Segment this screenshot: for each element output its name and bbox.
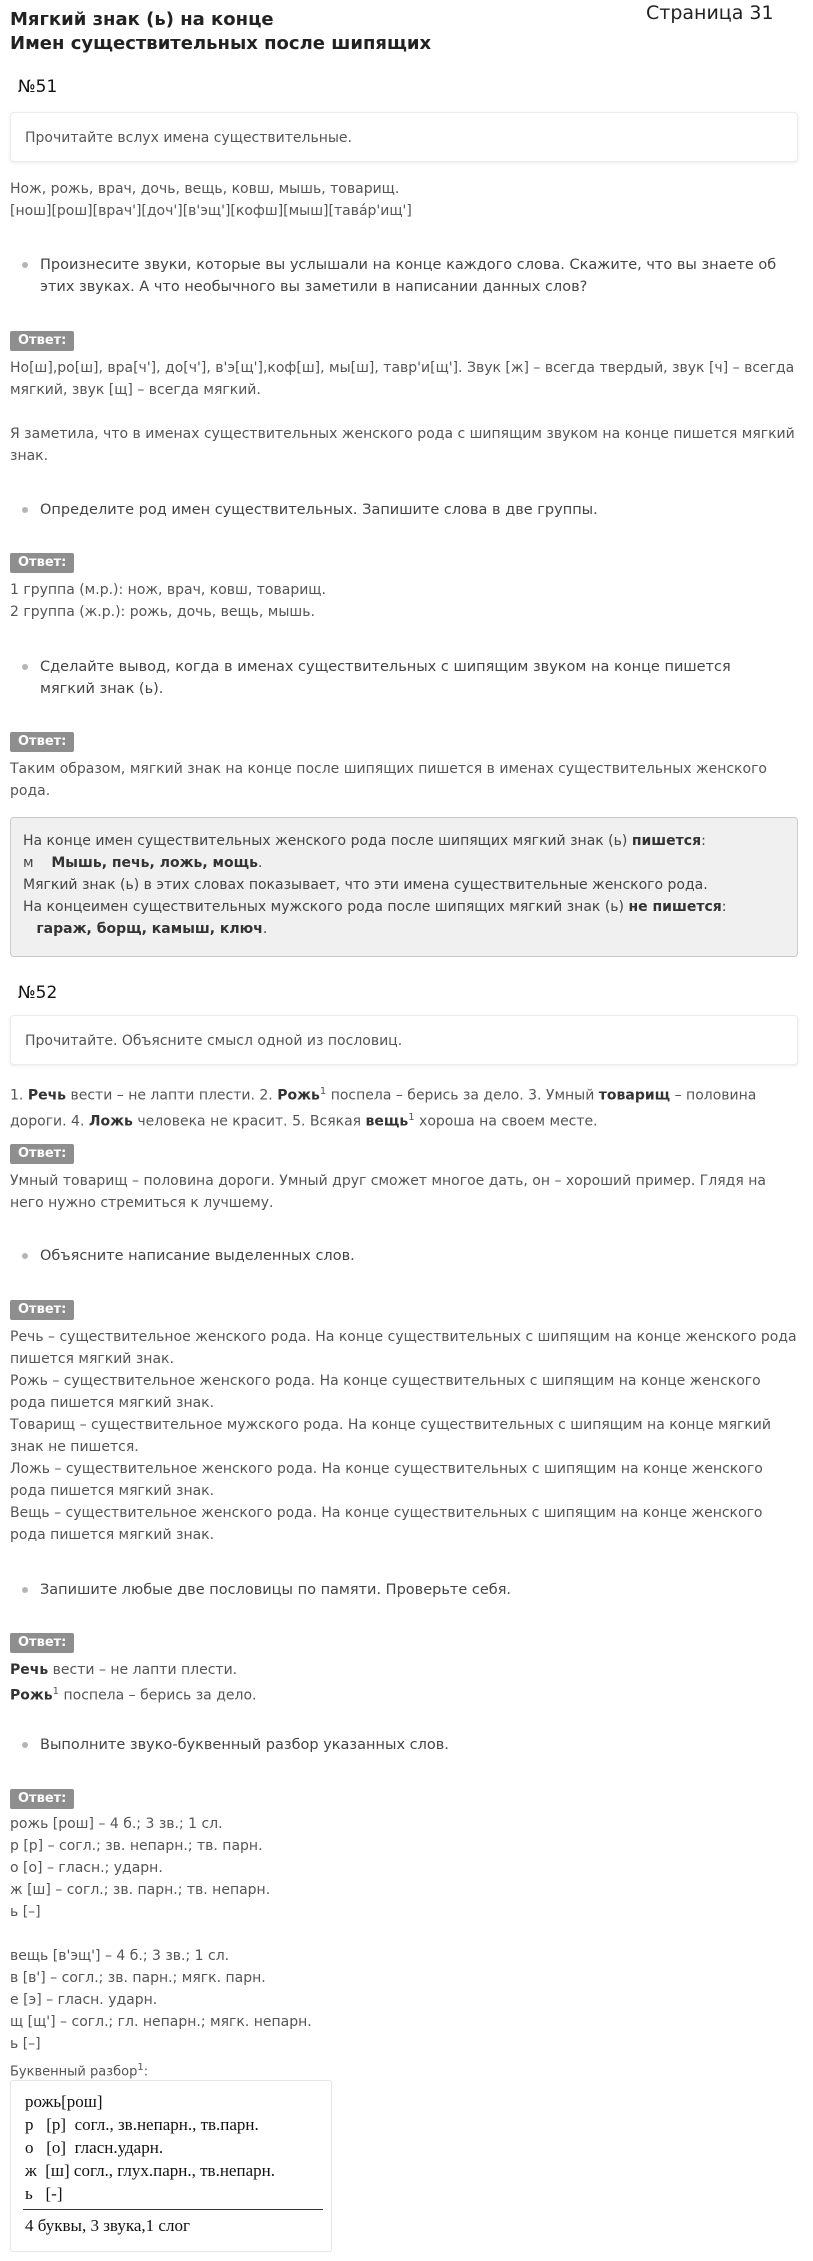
exercise-51-words — [10, 178, 800, 222]
answer-text: рожь [рош] – 4 б.; 3 зв.; 1 сл. — [10, 1816, 223, 1832]
answer-badge: Ответ: — [10, 732, 74, 752]
question-text: Сделайте вывод, когда в именах существительных с шипящим звуком на конце пишется мягкий знак (ь). — [40, 659, 731, 697]
question-text: Объясните написание выделенных слов. — [40, 1248, 355, 1264]
answer-52-4 — [10, 1813, 800, 2055]
analysis-divider — [23, 2209, 323, 2210]
question-52-2 — [20, 1245, 780, 1267]
exercise-51-task-box: Прочитайте вслух имена существительные. — [10, 112, 798, 162]
page-title — [10, 8, 431, 56]
page-number: Страница 31 — [646, 2, 774, 24]
exercise-51-number: №51 — [18, 77, 58, 97]
answer-text: Речь вести – не лапти плести. — [10, 1662, 238, 1678]
rule-line: На концеимен существительных мужского рода после шипящих мягкий знак (ь) не пишется: — [23, 899, 727, 915]
analysis-line: рожь[рош] — [25, 2092, 103, 2111]
answer-text: ж [ш] – согл.; зв. парн.; тв. непарн. — [10, 1882, 271, 1898]
answer-text: Вещь – существительное женского рода. На конце существительных с шипящим на конце женского рода пишется мягкий знак. — [10, 1505, 763, 1543]
answer-text: щ [щ'] – согл.; гл. непарн.; мягк. непарн. — [10, 2014, 312, 2030]
analysis-line: ж [ш] согл., глух.парн., тв.непарн. — [25, 2161, 275, 2180]
answer-text: 2 группа (ж.р.): рожь, дочь, вещь, мышь. — [10, 604, 315, 620]
question-text: Выполните звуко-буквенный разбор указанных слов. — [40, 1737, 449, 1753]
title-line-1: Мягкий знак (ь) на конце — [10, 9, 274, 30]
bullet-dot-icon — [22, 262, 28, 268]
answer-51-2 — [10, 579, 800, 623]
answer-text: Я заметила, что в именах существительных женского рода с шипящим звуком на конце пишется мягкий знак. — [10, 426, 795, 464]
answer-text: ь [–] — [10, 2036, 41, 2052]
question-text: Определите род имен существительных. Запишите слова в две группы. — [40, 502, 598, 518]
answer-52-1: Умный товарищ – половина дороги. Умный друг сможет многое дать, он – хороший пример. Глядя на него нужно стремиться к лучшему. — [10, 1173, 766, 1211]
answer-badge: Ответ: — [10, 1789, 74, 1809]
bullet-dot-icon — [22, 507, 28, 513]
title-line-2: Имен существительных после шипящих — [10, 33, 432, 54]
answer-badge: Ответ: — [10, 1144, 74, 1164]
bullet-dot-icon — [22, 664, 28, 670]
analysis-line: о [о] гласн.ударн. — [25, 2138, 164, 2157]
answer-text: Рожь – существительное женского рода. На конце существительных с шипящим на конце женского рода пишется мягкий знак. — [10, 1373, 761, 1411]
word-list: Нож, рожь, врач, дочь, вещь, ковш, мышь, товарищ. — [10, 181, 400, 197]
word-transcription: [нош][рош][врач'][доч'][в'эщ'][кофш][мыш][тава́р'ищ'] — [10, 203, 412, 219]
question-52-4 — [20, 1734, 780, 1756]
analysis-line: ь [-] — [25, 2184, 63, 2203]
answer-text: о [о] – гласн.; ударн. — [10, 1860, 163, 1876]
answer-text: Но[ш],ро[ш], вра[ч'], до[ч'], в'э[щ'],коф[ш], мы[ш], тавр'и[щ']. Звук [ж] – всегда твердый, звук [ч] – всегда мягкий, звук [щ] – всегда мягкий. — [10, 360, 795, 398]
proverbs — [10, 1081, 800, 1132]
bullet-dot-icon — [22, 1587, 28, 1593]
answer-badge: Ответ: — [10, 553, 74, 573]
answer-badge: Ответ: — [10, 1633, 74, 1653]
question-51-3 — [20, 656, 780, 700]
rule-line: гараж, борщ, камыш, ключ. — [36, 921, 268, 937]
answer-52-3 — [10, 1659, 800, 1707]
answer-51-3: Таким образом, мягкий знак на конце после шипящих пишется в именах существительных женского рода. — [10, 761, 767, 799]
letter-analysis-caption: Буквенный разбор$^1$: — [10, 2062, 149, 2080]
exercise-52-task-box: Прочитайте. Объясните смысл одной из пословиц. — [10, 1015, 798, 1065]
question-text: Произнесите звуки, которые вы услышали на конце каждого слова. Скажите, что вы знаете об этих звуках. А что необычного вы заметили в написании данных слов? — [40, 257, 777, 295]
question-52-3 — [20, 1579, 780, 1601]
answer-text: ь [–] — [10, 1904, 41, 1920]
answer-text: Ложь – существительное женского рода. На конце существительных с шипящим на конце женского рода пишется мягкий знак. — [10, 1461, 763, 1499]
bullet-dot-icon — [22, 1253, 28, 1259]
question-51-1 — [20, 254, 780, 298]
answer-text: Рожь$^1$ поспела – берись за дело. — [10, 1686, 257, 1704]
answer-badge: Ответ: — [10, 331, 74, 351]
answer-51-1 — [10, 357, 800, 467]
answer-text: Товарищ – существительное мужского рода. На конце существительных с шипящим на конце мягкий знак не пишется. — [10, 1417, 772, 1455]
proverbs-text: 1. Речь вести – не лапти плести. 2. Рожь$^1$ поспела – берись за дело. 3. Умный товарищ – половина дороги. 4. Ложь человека не красит. 5. Всякая вещь$^1$ хороша на своем месте. — [10, 1086, 757, 1130]
answer-text: Речь – существительное женского рода. На конце существительных с шипящим на конце женского рода пишется мягкий знак. — [10, 1329, 797, 1367]
answer-badge: Ответ: — [10, 1300, 74, 1320]
handwritten-analysis-box — [10, 2080, 332, 2252]
analysis-summary: 4 буквы, 3 звука,1 слог — [25, 2216, 190, 2235]
rule-line: На конце имен существительных женского рода после шипящих мягкий знак (ь) пишется: — [23, 833, 706, 849]
answer-text: е [э] – гласн. ударн. — [10, 1992, 158, 2008]
rule-box — [10, 817, 798, 957]
answer-text: 1 группа (м.р.): нож, врач, ковш, товарищ. — [10, 582, 326, 598]
bullet-dot-icon — [22, 1742, 28, 1748]
answer-text: р [р] – согл.; зв. непарн.; тв. парн. — [10, 1838, 263, 1854]
exercise-52-number: №52 — [18, 983, 58, 1003]
question-51-2 — [20, 499, 780, 521]
rule-line: м Мышь, печь, ложь, мощь. — [23, 855, 263, 871]
answer-52-2 — [10, 1326, 800, 1546]
rule-line: Мягкий знак (ь) в этих словах показывает, что эти имена существительные женского рода. — [23, 877, 708, 893]
answer-text: вещь [в'эщ'] – 4 б.; 3 зв.; 1 сл. — [10, 1948, 230, 1964]
analysis-line: р [р] согл., зв.непарн., тв.парн. — [25, 2115, 259, 2134]
answer-text: в [в'] – согл.; зв. парн.; мягк. парн. — [10, 1970, 266, 1986]
question-text: Запишите любые две пословицы по памяти. Проверьте себя. — [40, 1582, 512, 1598]
